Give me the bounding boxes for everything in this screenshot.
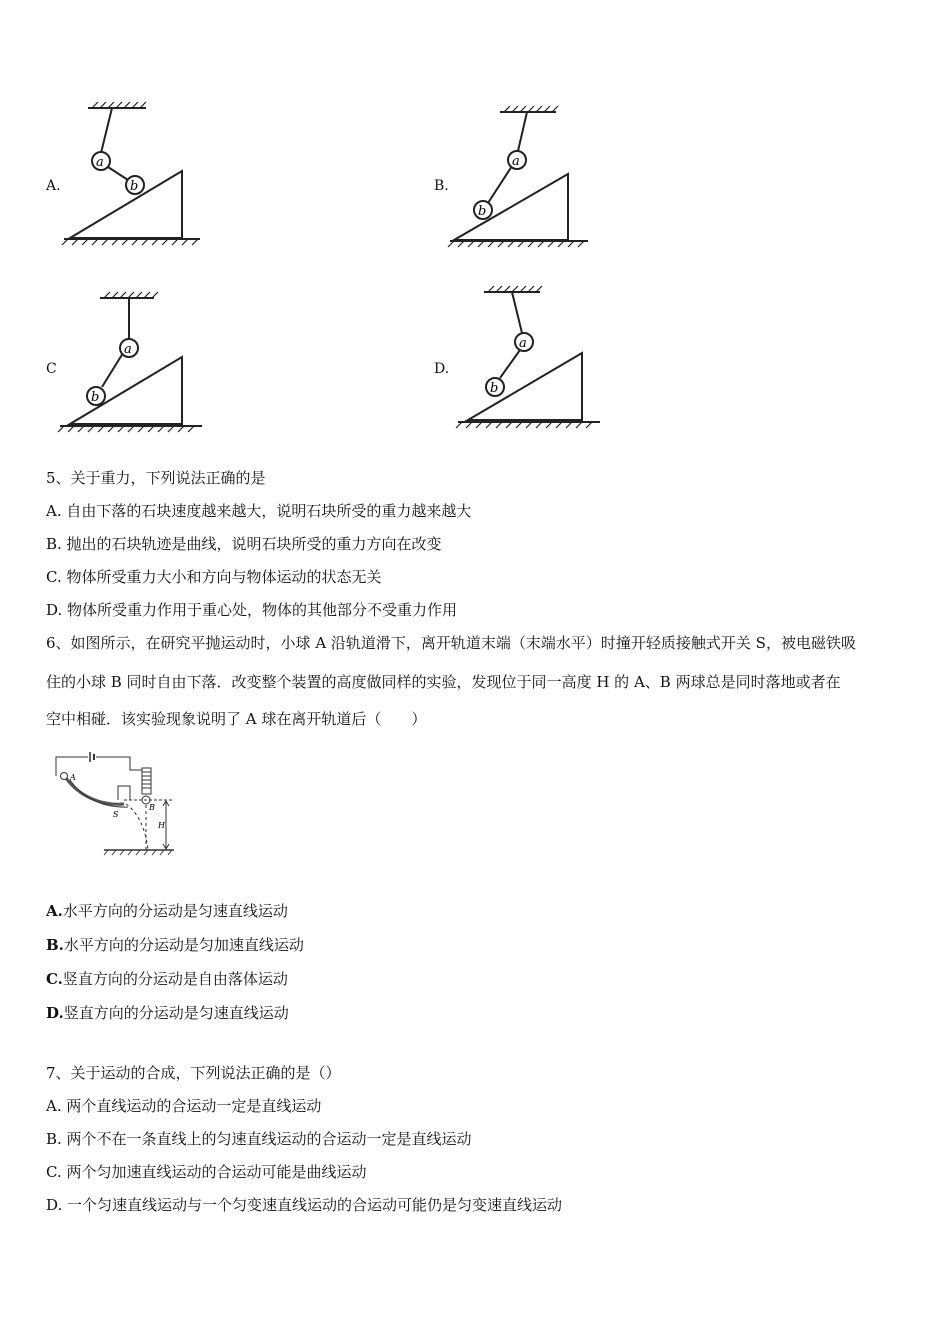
ball-a-label: a — [124, 342, 132, 357]
option-c: C. 物体所受重力大小和方向与物体运动的状态无关 — [46, 568, 382, 586]
ball-b-label: b — [130, 179, 139, 194]
ball-a-label: A — [70, 773, 76, 782]
height-h-label: H — [158, 821, 165, 830]
question-stem-line-3: 空中相碰．该实验现象说明了 A 球在离开轨道后（ ） — [46, 710, 427, 728]
ball-b-label: b — [490, 381, 499, 396]
question-stem: 7、关于运动的合成，下列说法正确的是（） — [46, 1064, 341, 1082]
question-stem: 5、关于重力，下列说法正确的是 — [46, 469, 266, 487]
ball-b-label: b — [91, 390, 100, 405]
option-label: C — [46, 361, 57, 377]
question-stem-line-2: 住的小球 B 同时自由下落．改变整个装置的高度做同样的实验，发现位于同一高度 H 的 A、B 两球总是同时落地或者在 — [46, 673, 841, 691]
ball-a-label: a — [96, 155, 104, 170]
option-a: A.水平方向的分运动是匀速直线运动 — [46, 902, 288, 920]
ball-b-label: B — [149, 803, 155, 812]
switch-s-label: S — [113, 810, 119, 819]
option-a: A. 两个直线运动的合运动一定是直线运动 — [46, 1097, 322, 1115]
option-c: C.竖直方向的分运动是自由落体运动 — [46, 970, 288, 988]
option-b: B. 抛出的石块轨迹是曲线，说明石块所受的重力方向在改变 — [46, 535, 442, 553]
ball-a-label: a — [512, 154, 520, 169]
option-b: B. 两个不在一条直线上的匀速直线运动的合运动一定是直线运动 — [46, 1130, 472, 1148]
option-label: B. — [434, 178, 449, 194]
option-b: B.水平方向的分运动是匀加速直线运动 — [46, 936, 304, 954]
option-d: D.竖直方向的分运动是匀速直线运动 — [46, 1004, 289, 1022]
option-d: D. 一个匀速直线运动与一个匀变速直线运动的合运动可能仍是匀变速直线运动 — [46, 1196, 563, 1214]
ball-a-label: a — [519, 336, 527, 351]
question-stem-line-1: 6、如图所示，在研究平抛运动时，小球 A 沿轨道滑下，离开轨道末端（末端水平）时撞开轻质接触式开关 S，被电磁铁吸 — [46, 634, 856, 652]
option-label: D. — [434, 361, 450, 377]
ball-b-label: b — [478, 204, 487, 219]
option-a: A. 自由下落的石块速度越来越大，说明石块所受的重力越来越大 — [46, 502, 472, 520]
option-c: C. 两个匀加速直线运动的合运动可能是曲线运动 — [46, 1163, 367, 1181]
option-label: A. — [46, 178, 61, 194]
option-d: D. 物体所受重力作用于重心处，物体的其他部分不受重力作用 — [46, 601, 458, 619]
